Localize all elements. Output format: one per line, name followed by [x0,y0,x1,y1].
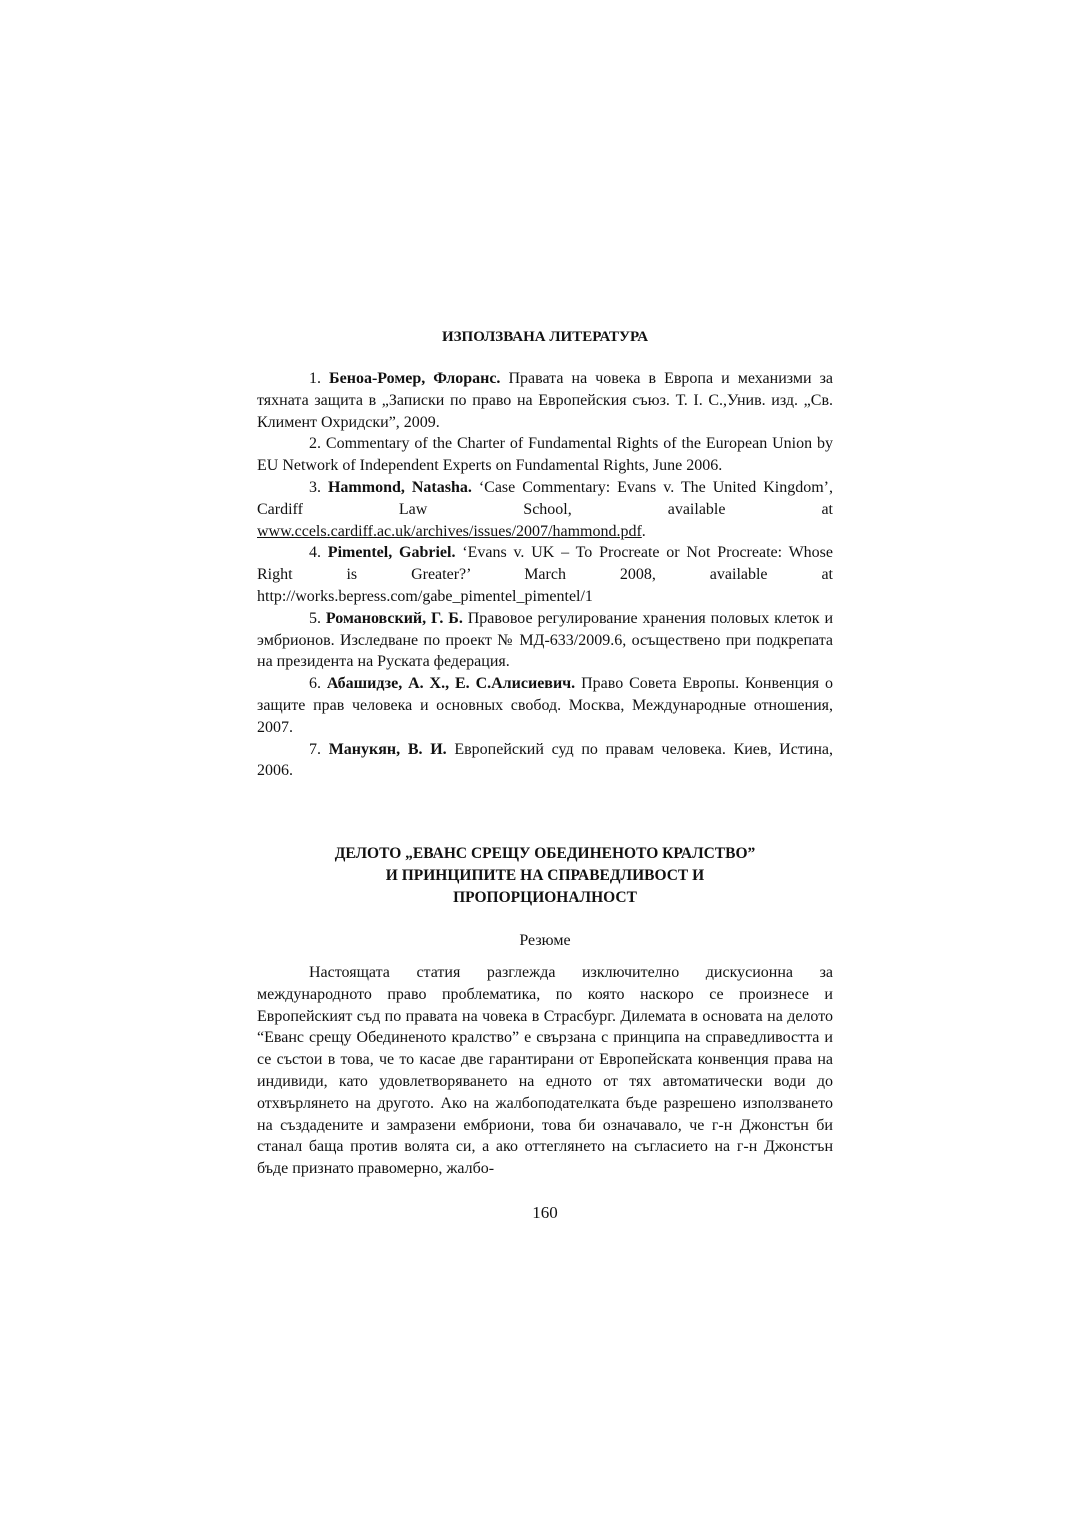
reference-text: ‘Evans v. UK – To Procreate or Not Procreate: Whose Right is Greater?’ March 2008, available at http://works.bepress.com/gabe_pimentel_pimentel/1 [257,544,834,605]
reference-number: 5. [309,609,321,627]
summary-label: Резюме [519,932,571,949]
summary-paragraph: Настоящата статия разглежда изключително дискусионна за международното право проблематика, по която наскоро се произнесе и Европейският съд по правата на човека в Страсбург. Дилемата в основата на делото “Еванс срещу Обединеното кралство” е свързана с принципа на справедливостта и се състои в това, че то касае две гарантирани от Европейската конвенция права на индивиди, като удовлетворяването на едното от тях автоматически води до отхвърлянето на другото. Ако на жалбоподателката бъде разрешено използването на създадените и замразени ембриони, това би означавало, че г-н Джонстън би станал баща против волята си, а ако оттеглянето на съгласието на г-н Джонстън бъде признато правомерно, жалбо- [257,964,833,1178]
references-list [257,368,833,782]
reference-number: 4. [309,544,321,562]
reference-author: Беноа-Ромер, Флоранс. [329,370,501,387]
reference-text: Европейский суд по правам человека. Киев, Истина, 2006. [257,740,834,780]
reference-number: 3. [309,478,321,496]
reference-item [257,739,833,783]
reference-text: Право Совета Европы. Конвенция о защите прав человека и основных свобод. Москва, Международные отношения, 2007. [257,675,834,736]
reference-link[interactable]: www.ccels.cardiff.ac.uk/archives/issues/2007/hammond.pdf [257,522,642,540]
reference-author: Pimentel, Gabriel. [327,544,456,562]
reference-link-suffix: . [641,522,646,540]
summary-body [257,962,833,1180]
reference-number: 6. [309,675,321,693]
article-title-line: ДЕЛОТО „ЕВАНС СРЕЩУ ОБЕДИНЕНОТО КРАЛСТВО” [334,845,756,862]
reference-text: Правата на човека в Европа и механизми за тяхната защита в „Записки по право на Европейския съюз. Т. I. С.,Унив. изд. „Св. Климент Охридски”, 2009. [257,370,834,431]
reference-number: 2. [309,435,321,453]
page-number: 160 [532,1203,558,1222]
reference-item [257,542,833,607]
reference-text: ‘Case Commentary: Evans v. The United Kingdom’, Cardiff Law School, available at [257,478,833,518]
reference-text: Commentary of the Charter of Fundamental Rights of the European Union by EU Network of Independent Experts on Fundamental Rights, June 2006. [257,435,834,475]
reference-item [257,368,833,433]
reference-number: 1. [309,370,321,387]
reference-text: Правовое регулирование хранения половых клеток и эмбрионов. Изследване по проект № МД-633/2009.6, осъществено при подкрепата на президента на Руската федерация. [257,609,833,671]
reference-author: Манукян, В. И. [328,740,447,758]
reference-item [257,477,833,542]
reference-author: Абашидзе, А. Х., Е. С.Алисиевич. [326,675,576,693]
reference-author: Романовский, Г. Б. [325,609,463,627]
references-heading: ИЗПОЛЗВАНА ЛИТЕРАТУРА [441,329,649,345]
reference-number: 7. [309,740,321,758]
article-title-line: ПРОПОРЦИОНАЛНОСТ [453,889,637,906]
article-title [257,843,833,909]
reference-author: Hammond, Natasha. [327,478,472,496]
reference-item [257,608,833,673]
article-title-line: И ПРИНЦИПИТЕ НА СПРАВЕДЛИВОСТ И [385,867,705,884]
reference-item [257,433,833,477]
reference-item [257,673,833,738]
